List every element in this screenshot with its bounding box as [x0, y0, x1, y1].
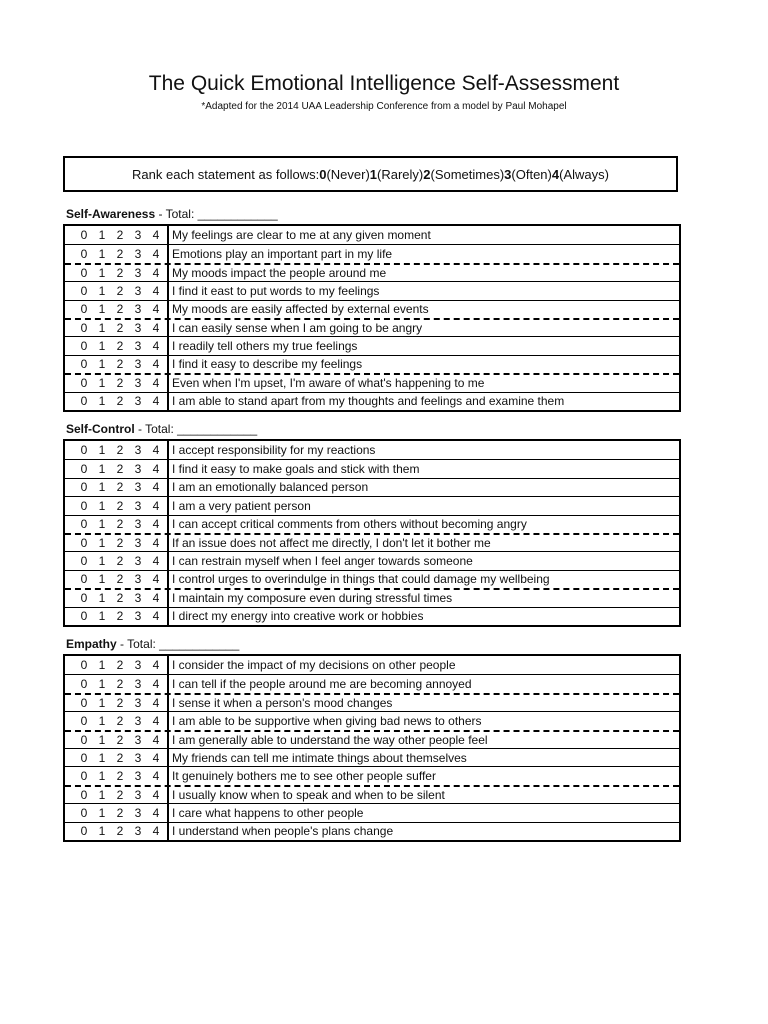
statement-text: I find it east to put words to my feelings — [172, 283, 380, 298]
score-option-2[interactable]: 2 — [116, 228, 124, 243]
score-options — [65, 356, 169, 373]
score-option-1[interactable]: 1 — [98, 732, 106, 747]
score-option-1[interactable]: 1 — [98, 498, 106, 513]
statement-text: I am generally able to understand the way other people feel — [172, 732, 488, 747]
section-label-1 — [66, 422, 257, 436]
score-option-1[interactable]: 1 — [98, 321, 106, 336]
rank-score-4: 4 — [551, 166, 560, 182]
score-option-1[interactable]: 1 — [98, 283, 106, 298]
table-row — [65, 588, 679, 606]
score-option-2[interactable]: 2 — [116, 824, 124, 839]
score-option-1[interactable]: 1 — [98, 609, 106, 624]
score-option-2[interactable]: 2 — [116, 750, 124, 765]
score-options — [65, 301, 169, 318]
score-option-0[interactable]: 0 — [80, 732, 88, 747]
rank-label-1: (Rarely) — [377, 166, 424, 182]
table-row — [65, 748, 679, 766]
table-row — [65, 822, 679, 840]
table-row — [65, 656, 679, 674]
score-option-4[interactable]: 4 — [152, 536, 160, 551]
score-option-1[interactable]: 1 — [98, 394, 106, 409]
score-option-3[interactable]: 3 — [134, 376, 142, 391]
score-option-2[interactable]: 2 — [116, 695, 124, 710]
score-option-3[interactable]: 3 — [134, 572, 142, 587]
score-option-0[interactable]: 0 — [80, 443, 88, 458]
statement-text: I understand when people's plans change — [172, 824, 394, 839]
table-row — [65, 318, 679, 336]
score-option-4[interactable]: 4 — [152, 713, 160, 728]
score-option-0[interactable]: 0 — [80, 339, 88, 354]
score-option-4[interactable]: 4 — [152, 787, 160, 802]
score-option-4[interactable]: 4 — [152, 376, 160, 391]
score-option-2[interactable]: 2 — [116, 394, 124, 409]
table-row — [65, 730, 679, 748]
table-row — [65, 459, 679, 477]
statement-text: I usually know when to speak and when to be silent — [172, 787, 445, 802]
section-label-2 — [66, 637, 239, 651]
score-options — [65, 460, 169, 477]
table-row — [65, 441, 679, 459]
score-options — [65, 571, 169, 588]
score-option-1[interactable]: 1 — [98, 265, 106, 280]
score-option-0[interactable]: 0 — [80, 554, 88, 569]
score-option-4[interactable]: 4 — [152, 732, 160, 747]
score-options — [65, 282, 169, 299]
statement-text: I am able to stand apart from my thoughts and feelings and examine them — [172, 394, 565, 409]
table-row — [65, 226, 679, 244]
score-option-1[interactable]: 1 — [98, 228, 106, 243]
score-option-2[interactable]: 2 — [116, 769, 124, 784]
score-option-0[interactable]: 0 — [80, 658, 88, 673]
table-row — [65, 496, 679, 514]
table-row — [65, 607, 679, 625]
score-option-3[interactable]: 3 — [134, 498, 142, 513]
score-option-2[interactable]: 2 — [116, 265, 124, 280]
statement-text: I am an emotionally balanced person — [172, 480, 369, 495]
score-option-2[interactable]: 2 — [116, 677, 124, 692]
table-row — [65, 674, 679, 692]
table-row — [65, 281, 679, 299]
score-option-0[interactable]: 0 — [80, 677, 88, 692]
score-option-4[interactable]: 4 — [152, 658, 160, 673]
score-option-3[interactable]: 3 — [134, 443, 142, 458]
statement-text: I accept responsibility for my reactions — [172, 443, 376, 458]
statement-text: My moods impact the people around me — [172, 265, 387, 280]
score-option-0[interactable]: 0 — [80, 769, 88, 784]
rank-score-2: 2 — [423, 166, 431, 182]
statement-text: Even when I'm upset, I'm aware of what's happening to me — [172, 376, 485, 391]
score-option-4[interactable]: 4 — [152, 443, 160, 458]
score-option-4[interactable]: 4 — [152, 283, 160, 298]
score-option-3[interactable]: 3 — [134, 339, 142, 354]
table-row — [65, 336, 679, 354]
score-option-4[interactable]: 4 — [152, 339, 160, 354]
table-row — [65, 392, 679, 410]
score-options — [65, 804, 169, 821]
score-option-0[interactable]: 0 — [80, 695, 88, 710]
rank-score-0: 0 — [319, 166, 327, 182]
score-option-2[interactable]: 2 — [116, 339, 124, 354]
rank-label-4: (Always) — [559, 166, 609, 182]
score-option-4[interactable]: 4 — [152, 394, 160, 409]
rank-score-3: 3 — [504, 166, 512, 182]
score-options — [65, 767, 169, 784]
rank-label-2: (Sometimes) — [430, 166, 505, 182]
statement-text: I can restrain myself when I feel anger towards someone — [172, 554, 473, 569]
score-options — [65, 226, 169, 244]
score-option-2[interactable]: 2 — [116, 658, 124, 673]
score-option-2[interactable]: 2 — [116, 357, 124, 372]
statement-text: I control urges to overindulge in things that could damage my wellbeing — [172, 572, 550, 587]
score-options — [65, 608, 169, 625]
table-row — [65, 533, 679, 551]
score-option-4[interactable]: 4 — [152, 677, 160, 692]
score-option-1[interactable]: 1 — [98, 480, 106, 495]
rank-score-1: 1 — [369, 166, 378, 182]
table-row — [65, 693, 679, 711]
score-option-3[interactable]: 3 — [134, 228, 142, 243]
rank-prefix: Rank each statement as follows: — [132, 166, 320, 182]
page-title: The Quick Emotional Intelligence Self-Assessment — [148, 72, 620, 95]
table-row — [65, 570, 679, 588]
score-option-4[interactable]: 4 — [152, 554, 160, 569]
section-total-field[interactable]: - Total: ____________ — [134, 422, 258, 436]
score-option-1[interactable]: 1 — [98, 357, 106, 372]
score-option-1[interactable]: 1 — [98, 443, 106, 458]
table-row — [65, 244, 679, 262]
table-row — [65, 766, 679, 784]
table-row — [65, 803, 679, 821]
score-option-3[interactable]: 3 — [134, 695, 142, 710]
score-option-3[interactable]: 3 — [134, 321, 142, 336]
score-option-0[interactable]: 0 — [80, 536, 88, 551]
statement-text: If an issue does not affect me directly, I don't let it bother me — [172, 536, 491, 551]
score-option-1[interactable]: 1 — [98, 824, 106, 839]
statement-text: I can tell if the people around me are becoming annoyed — [172, 677, 472, 692]
section-table-1 — [63, 439, 681, 627]
table-row — [65, 478, 679, 496]
score-option-1[interactable]: 1 — [98, 376, 106, 391]
score-options — [65, 245, 169, 262]
score-option-0[interactable]: 0 — [80, 228, 88, 243]
score-option-0[interactable]: 0 — [80, 750, 88, 765]
score-options — [65, 337, 169, 354]
statement-text: I sense it when a person's mood changes — [172, 695, 393, 710]
score-option-3[interactable]: 3 — [134, 750, 142, 765]
score-option-1[interactable]: 1 — [98, 339, 106, 354]
score-option-4[interactable]: 4 — [152, 572, 160, 587]
score-option-3[interactable]: 3 — [134, 480, 142, 495]
table-row — [65, 551, 679, 569]
score-option-0[interactable]: 0 — [80, 498, 88, 513]
table-row — [65, 515, 679, 533]
score-option-4[interactable]: 4 — [152, 769, 160, 784]
score-option-0[interactable]: 0 — [80, 283, 88, 298]
statement-text: I find it easy to make goals and stick with them — [172, 462, 420, 477]
score-options — [65, 375, 169, 391]
score-option-1[interactable]: 1 — [98, 247, 106, 262]
score-option-1[interactable]: 1 — [98, 462, 106, 477]
score-option-2[interactable]: 2 — [116, 517, 124, 532]
score-option-2[interactable]: 2 — [116, 591, 124, 606]
score-option-0[interactable]: 0 — [80, 713, 88, 728]
score-option-1[interactable]: 1 — [98, 750, 106, 765]
score-option-3[interactable]: 3 — [134, 517, 142, 532]
score-option-1[interactable]: 1 — [98, 572, 106, 587]
score-option-0[interactable]: 0 — [80, 824, 88, 839]
statement-text: My moods are easily affected by external events — [172, 302, 429, 317]
statement-text: I find it easy to describe my feelings — [172, 357, 363, 372]
score-option-0[interactable]: 0 — [80, 302, 88, 317]
score-option-2[interactable]: 2 — [116, 536, 124, 551]
score-option-3[interactable]: 3 — [134, 247, 142, 262]
score-option-1[interactable]: 1 — [98, 695, 106, 710]
score-option-0[interactable]: 0 — [80, 609, 88, 624]
score-option-1[interactable]: 1 — [98, 769, 106, 784]
statement-text: I readily tell others my true feelings — [172, 339, 358, 354]
table-row — [65, 300, 679, 318]
score-option-1[interactable]: 1 — [98, 517, 106, 532]
table-row — [65, 373, 679, 391]
score-option-2[interactable]: 2 — [116, 443, 124, 458]
statement-text: My feelings are clear to me at any given moment — [172, 228, 431, 243]
statement-text: I can easily sense when I am going to be angry — [172, 321, 423, 336]
score-option-3[interactable]: 3 — [134, 591, 142, 606]
score-option-3[interactable]: 3 — [134, 283, 142, 298]
score-option-4[interactable]: 4 — [152, 462, 160, 477]
score-options — [65, 265, 169, 281]
score-option-4[interactable]: 4 — [152, 247, 160, 262]
score-option-1[interactable]: 1 — [98, 591, 106, 606]
score-option-4[interactable]: 4 — [152, 591, 160, 606]
score-option-2[interactable]: 2 — [116, 321, 124, 336]
score-option-2[interactable]: 2 — [116, 462, 124, 477]
score-option-2[interactable]: 2 — [116, 609, 124, 624]
score-option-3[interactable]: 3 — [134, 787, 142, 802]
score-options — [65, 393, 169, 410]
score-option-0[interactable]: 0 — [80, 805, 88, 820]
score-option-4[interactable]: 4 — [152, 302, 160, 317]
score-option-0[interactable]: 0 — [80, 265, 88, 280]
score-option-2[interactable]: 2 — [116, 787, 124, 802]
page-subtitle: *Adapted for the 2014 UAA Leadership Conference from a model by Paul Mohapel — [201, 101, 567, 112]
score-option-3[interactable]: 3 — [134, 302, 142, 317]
score-option-2[interactable]: 2 — [116, 498, 124, 513]
score-option-0[interactable]: 0 — [80, 394, 88, 409]
score-option-4[interactable]: 4 — [152, 750, 160, 765]
score-option-0[interactable]: 0 — [80, 247, 88, 262]
score-options — [65, 441, 169, 459]
statement-text: I maintain my composure even during stressful times — [172, 591, 453, 606]
score-options — [65, 749, 169, 766]
statement-text: I consider the impact of my decisions on other people — [172, 658, 456, 673]
score-option-2[interactable]: 2 — [116, 302, 124, 317]
score-option-0[interactable]: 0 — [80, 787, 88, 802]
score-option-3[interactable]: 3 — [134, 824, 142, 839]
score-option-1[interactable]: 1 — [98, 787, 106, 802]
score-option-3[interactable]: 3 — [134, 769, 142, 784]
section-table-2 — [63, 654, 681, 842]
score-option-4[interactable]: 4 — [152, 480, 160, 495]
score-option-4[interactable]: 4 — [152, 357, 160, 372]
score-options — [65, 787, 169, 803]
score-options — [65, 516, 169, 533]
score-option-2[interactable]: 2 — [116, 805, 124, 820]
score-option-1[interactable]: 1 — [98, 713, 106, 728]
score-option-4[interactable]: 4 — [152, 824, 160, 839]
score-option-1[interactable]: 1 — [98, 677, 106, 692]
score-option-4[interactable]: 4 — [152, 498, 160, 513]
score-option-0[interactable]: 0 — [80, 480, 88, 495]
score-option-0[interactable]: 0 — [80, 517, 88, 532]
score-option-4[interactable]: 4 — [152, 695, 160, 710]
table-row — [65, 355, 679, 373]
score-option-3[interactable]: 3 — [134, 609, 142, 624]
score-option-2[interactable]: 2 — [116, 480, 124, 495]
score-options — [65, 712, 169, 729]
score-option-3[interactable]: 3 — [134, 677, 142, 692]
rank-label-3: (Often) — [511, 166, 552, 182]
score-options — [65, 675, 169, 692]
table-row — [65, 711, 679, 729]
statement-text: I am able to be supportive when giving bad news to others — [172, 713, 482, 728]
score-option-3[interactable]: 3 — [134, 554, 142, 569]
score-options — [65, 479, 169, 496]
score-option-0[interactable]: 0 — [80, 591, 88, 606]
section-total-field[interactable]: - Total: ____________ — [155, 207, 278, 221]
statement-text: I can accept critical comments from others without becoming angry — [172, 517, 527, 532]
score-option-1[interactable]: 1 — [98, 554, 106, 569]
score-options — [65, 497, 169, 514]
score-option-0[interactable]: 0 — [80, 462, 88, 477]
score-option-4[interactable]: 4 — [152, 805, 160, 820]
score-options — [65, 590, 169, 606]
score-option-3[interactable]: 3 — [134, 462, 142, 477]
score-option-4[interactable]: 4 — [152, 321, 160, 336]
score-option-1[interactable]: 1 — [98, 302, 106, 317]
score-option-2[interactable]: 2 — [116, 283, 124, 298]
score-option-2[interactable]: 2 — [116, 247, 124, 262]
score-option-2[interactable]: 2 — [116, 554, 124, 569]
score-options — [65, 695, 169, 711]
section-label-0 — [66, 207, 278, 221]
score-option-0[interactable]: 0 — [80, 572, 88, 587]
score-option-3[interactable]: 3 — [134, 732, 142, 747]
score-option-3[interactable]: 3 — [134, 713, 142, 728]
score-options — [65, 552, 169, 569]
score-options — [65, 823, 169, 840]
score-option-1[interactable]: 1 — [98, 536, 106, 551]
statement-text: It genuinely bothers me to see other people suffer — [172, 769, 436, 784]
score-option-2[interactable]: 2 — [116, 713, 124, 728]
score-option-0[interactable]: 0 — [80, 357, 88, 372]
score-options — [65, 732, 169, 748]
table-row — [65, 263, 679, 281]
score-options — [65, 656, 169, 674]
score-options — [65, 320, 169, 336]
score-option-3[interactable]: 3 — [134, 536, 142, 551]
rank-label-0: (Never) — [326, 166, 370, 182]
score-option-4[interactable]: 4 — [152, 517, 160, 532]
section-total-field[interactable]: - Total: ____________ — [116, 637, 240, 651]
score-option-3[interactable]: 3 — [134, 357, 142, 372]
score-option-3[interactable]: 3 — [134, 658, 142, 673]
score-option-2[interactable]: 2 — [116, 732, 124, 747]
score-option-3[interactable]: 3 — [134, 805, 142, 820]
statement-text: My friends can tell me intimate things about themselves — [172, 750, 467, 765]
statement-text: I care what happens to other people — [172, 805, 364, 820]
section-table-0 — [63, 224, 681, 412]
score-option-4[interactable]: 4 — [152, 265, 160, 280]
score-option-1[interactable]: 1 — [98, 805, 106, 820]
statement-text: I am a very patient person — [172, 498, 311, 513]
score-option-1[interactable]: 1 — [98, 658, 106, 673]
section-name: Self-Awareness — [66, 207, 156, 221]
score-option-2[interactable]: 2 — [116, 572, 124, 587]
section-name: Self-Control — [66, 422, 135, 436]
score-option-0[interactable]: 0 — [80, 376, 88, 391]
score-option-0[interactable]: 0 — [80, 321, 88, 336]
score-option-2[interactable]: 2 — [116, 376, 124, 391]
score-option-4[interactable]: 4 — [152, 228, 160, 243]
score-option-3[interactable]: 3 — [134, 265, 142, 280]
rank-instructions — [63, 156, 678, 192]
score-option-4[interactable]: 4 — [152, 609, 160, 624]
score-options — [65, 535, 169, 551]
statement-text: Emotions play an important part in my life — [172, 247, 393, 262]
score-option-3[interactable]: 3 — [134, 394, 142, 409]
table-row — [65, 785, 679, 803]
section-name: Empathy — [66, 637, 117, 651]
statement-text: I direct my energy into creative work or hobbies — [172, 609, 424, 624]
